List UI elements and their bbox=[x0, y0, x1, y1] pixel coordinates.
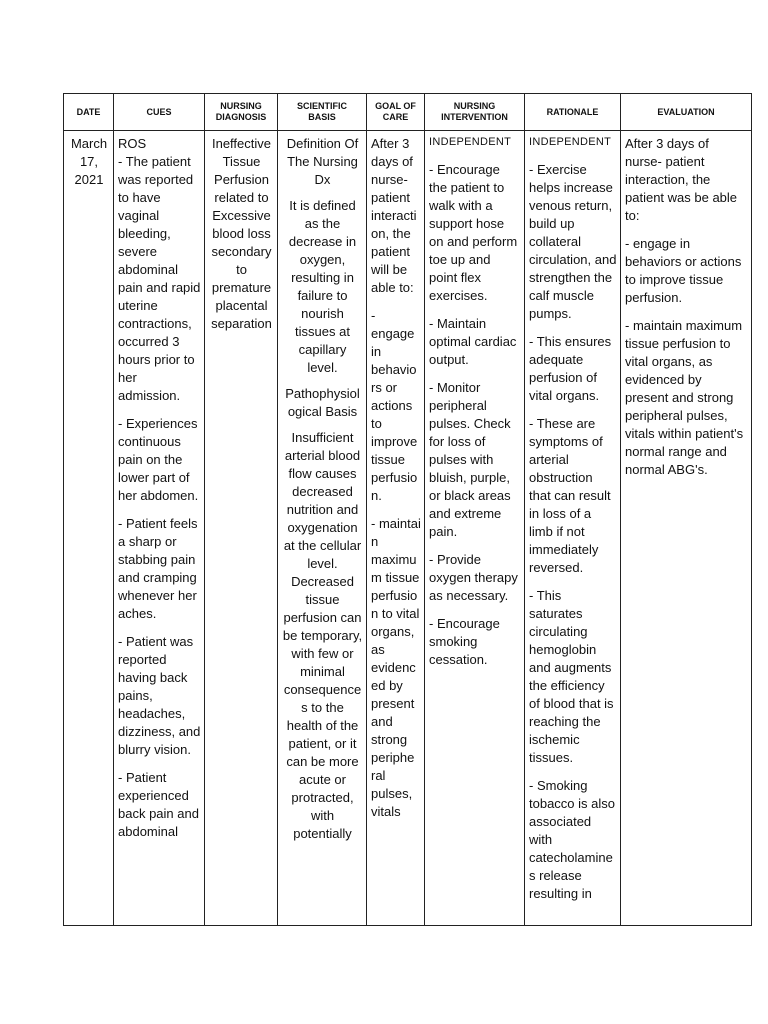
date-cell bbox=[64, 131, 114, 926]
nursing-care-plan-table bbox=[63, 93, 752, 926]
diagnosis-paragraph: Ineffective Tissue Perfusion related to Excessive blood loss secondary to premature placental separation bbox=[211, 136, 272, 331]
header-row bbox=[64, 94, 752, 131]
evaluation-content bbox=[621, 131, 751, 489]
intervention-paragraph: - Monitor peripheral pulses. Check for loss of pulses with bluish, purple, or black areas and extreme pain. bbox=[429, 380, 511, 539]
header-scientific-basis: SCIENTIFIC BASIS bbox=[278, 94, 367, 131]
rationale-paragraph: - These are symptoms of arterial obstruction that can result in loss of a limb if not immediately reversed. bbox=[529, 416, 611, 575]
goal-content bbox=[367, 131, 424, 831]
header-nursing-intervention: NURSING INTERVENTION bbox=[425, 94, 525, 131]
evaluation-paragraph: After 3 days of nurse- patient interaction, the patient was be able to: bbox=[625, 136, 738, 223]
intervention-paragraph: - Encourage the patient to walk with a support hose on and perform toe up and point flex exercises. bbox=[429, 162, 518, 303]
diagnosis-content bbox=[205, 131, 277, 341]
goal-paragraph: - engage in behavio rs or actions to improve tissue perfusio n. bbox=[371, 308, 418, 503]
rationale-paragraph: - This saturates circulating hemoglobin and augments the efficiency of blood that is reaching the ischemic tissues. bbox=[529, 588, 614, 765]
scientific-basis-paragraph: It is defined as the decrease in oxygen, resulting in failure to nourish tissues at capillary level. bbox=[288, 198, 357, 375]
rationale-content bbox=[529, 161, 617, 903]
intervention-independent-label: INDEPENDENT bbox=[429, 136, 512, 148]
goal-cell bbox=[367, 131, 425, 926]
evaluation-paragraph: - engage in behaviors or actions to improve tissue perfusion. bbox=[625, 236, 742, 305]
scientific-basis-paragraph: Insufficient arterial blood flow causes decreased nutrition and oxygenation at the cellular level. Decreased tissue perfusion can be temporary, with few or minimal consequence s to the health of the patient, or it can be more acute or protracted, with potentially bbox=[282, 430, 363, 841]
diagnosis-cell bbox=[205, 131, 278, 926]
goal-paragraph: - maintai n maximu m tissue perfusio n to vital organs, as evidenc ed by present and strong periphe ral pulses, vitals bbox=[371, 516, 421, 819]
scientific-basis-content bbox=[278, 131, 366, 851]
cues-cell bbox=[114, 131, 205, 926]
rationale-cell bbox=[525, 131, 621, 926]
goal-paragraph: After 3 days of nurse- patient interacti on, the patient will be able to: bbox=[371, 136, 417, 295]
header-cues: CUES bbox=[114, 94, 205, 131]
cues-paragraph: - Patient was reported having back pains, headaches, dizziness, and blurry vision. bbox=[118, 634, 201, 757]
header-rationale: RATIONALE bbox=[525, 94, 621, 131]
rationale-paragraph: - Smoking tobacco is also associated with catecholamine s release resulting in bbox=[529, 778, 615, 901]
scientific-basis-paragraph: Definition Of The Nursing Dx bbox=[286, 136, 359, 187]
cues-paragraph: - Patient experienced back pain and abdominal bbox=[118, 770, 199, 839]
evaluation-paragraph: - maintain maximum tissue perfusion to vital organs, as evidenced by present and strong peripheral pulses, vitals within patient's normal range and normal ABG's. bbox=[625, 318, 744, 477]
header-date: DATE bbox=[64, 94, 114, 131]
intervention-paragraph: - Maintain optimal cardiac output. bbox=[429, 316, 517, 367]
date-paragraph: March 17, 2021 bbox=[70, 136, 108, 187]
header-evaluation: EVALUATION bbox=[621, 94, 752, 131]
intervention-cell bbox=[425, 131, 525, 926]
rationale-paragraph: - Exercise helps increase venous return, build up collateral circulation, and strengthen the calf muscle pumps. bbox=[529, 162, 617, 321]
scientific-basis-paragraph: Pathophysiol ogical Basis bbox=[285, 386, 360, 419]
date-content bbox=[64, 131, 113, 197]
header-goal-of-care: GOAL OF CARE bbox=[367, 94, 425, 131]
rationale-paragraph: - This ensures adequate perfusion of vital organs. bbox=[529, 334, 612, 403]
intervention-paragraph: - Encourage smoking cessation. bbox=[429, 616, 500, 667]
intervention-content bbox=[429, 161, 521, 669]
cues-paragraph: - Experiences continuous pain on the lower part of her abdomen. bbox=[118, 416, 199, 503]
header-nursing-diagnosis: NURSING DIAGNOSIS bbox=[205, 94, 278, 131]
evaluation-cell bbox=[621, 131, 752, 926]
cues-content bbox=[114, 131, 204, 851]
intervention-paragraph: - Provide oxygen therapy as necessary. bbox=[429, 552, 518, 603]
rationale-independent-label: INDEPENDENT bbox=[529, 136, 612, 148]
cues-paragraph: ROS - The patient was reported to have vaginal bleeding, severe abdominal pain and rapid uterine contractions, occurred 3 hours prior to her admission. bbox=[118, 136, 201, 403]
scientific-basis-cell bbox=[278, 131, 367, 926]
cues-paragraph: - Patient feels a sharp or stabbing pain and cramping whenever her aches. bbox=[118, 516, 198, 621]
table-row bbox=[64, 131, 752, 926]
